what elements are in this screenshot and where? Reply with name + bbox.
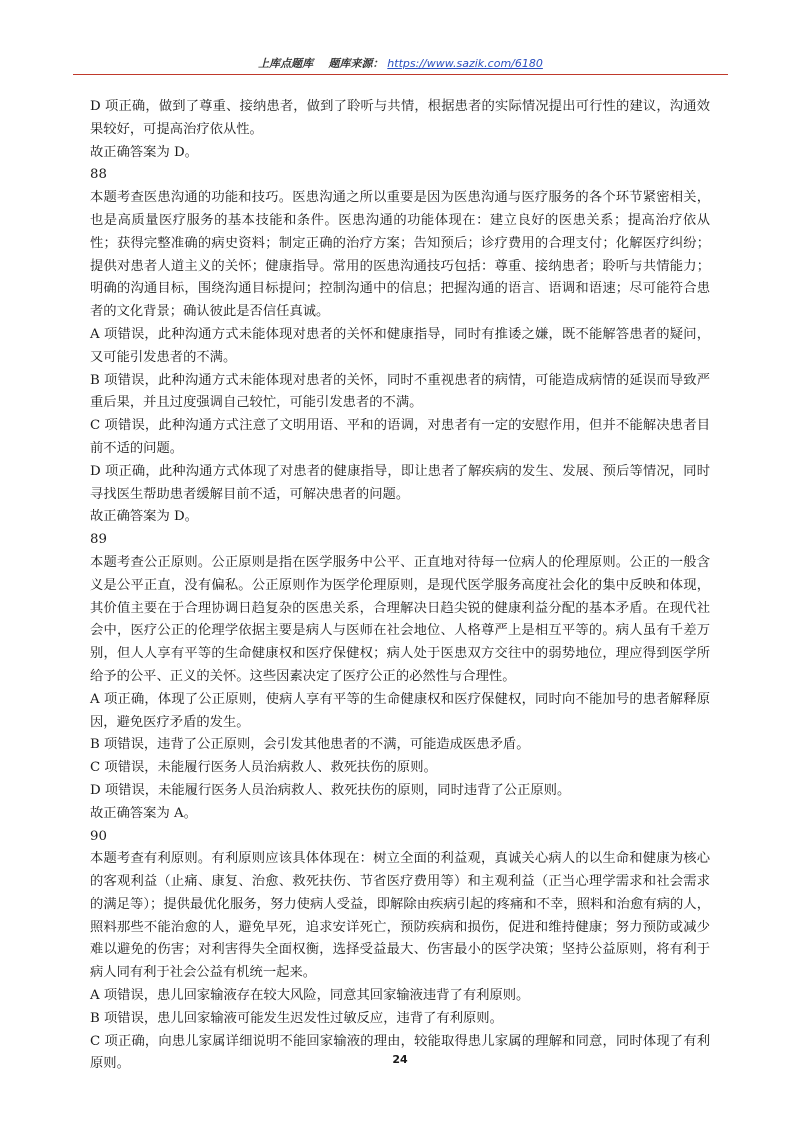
paragraph: C 项正确，向患儿家属详细说明不能回家输液的理由，较能取得患儿家属的理解和同意，同时体现了有利原则。 [90, 1033, 710, 1072]
paragraph: 故正确答案为 D。 [90, 509, 198, 525]
paragraph: 本题考查医患沟通的功能和技巧。医患沟通之所以重要是因为医患沟通与医疗服务的各个环节紧密相关，也是高质量医疗服务的基本技能和条件。医患沟通的功能体现在：建立良好的医患关系；提高治疗依从性；获得完整准确的病史资料；制定正确的治疗方案；告知预后；诊疗费用的合理支付；化解医疗纠纷；提供对患者人道主义的关怀；健康指导。常用的医患沟通技巧包括：尊重、接纳患者；聆听与共情能力；明确的沟通目标，围绕沟通目标提问；控制沟通中的信息；把握沟通的语言、语调和语速；尽可能符合患者的文化背景；确认彼此是否信任真诚。 [90, 190, 710, 320]
paragraph: D 项正确，做到了尊重、接纳患者，做到了聆听与共情，根据患者的实际情况提出可行性的建议，沟通效果较好，可提高治疗依从性。 [90, 99, 710, 137]
page-number: 24 [392, 1053, 408, 1066]
paragraph: B 项错误，违背了公正原则，会引发其他患者的不满，可能造成医患矛盾。 [90, 737, 530, 753]
paragraph: C 项错误，此种沟通方式注意了文明用语、平和的语调，对患者有一定的安慰作用，但并不能解决患者目前不适的问题。 [90, 418, 710, 456]
paragraph: 故正确答案为 D。 [90, 144, 198, 160]
question-number: 90 [90, 828, 107, 844]
paragraph: D 项错误，未能履行医务人员治病救人、救死扶伤的原则，同时违背了公正原则。 [90, 782, 571, 798]
paragraph: C 项错误，未能履行医务人员治病救人、救死扶伤的原则。 [90, 760, 437, 776]
paragraph: A 项正确，体现了公正原则，使病人享有平等的生命健康权和医疗保健权，同时向不能加号的患者解释原因，避免医疗矛盾的发生。 [90, 691, 710, 730]
source-link[interactable]: https://www.sazik.com/6180 [387, 57, 543, 70]
page-header [73, 57, 728, 71]
link-prefix: 题库来源： [328, 57, 384, 70]
header-divider [73, 74, 728, 75]
paragraph: B 项错误，患儿回家输液可能发生迟发性过敏反应，违背了有利原则。 [90, 1010, 503, 1026]
document-body [90, 96, 710, 1076]
paragraph: D 项正确，此种沟通方式体现了对患者的健康指导，即让患者了解疾病的发生、发展、预后等情况，同时寻找医生帮助患者缓解目前不适，可解决患者的问题。 [90, 463, 710, 502]
paragraph: A 项错误，此种沟通方式未能体现对患者的关怀和健康指导，同时有推诿之嫌，既不能解答患者的疑问，又可能引发患者的不满。 [90, 326, 710, 365]
paragraph: A 项错误，患儿回家输液存在较大风险，同意其回家输液违背了有利原则。 [90, 988, 530, 1004]
question-number: 89 [90, 532, 107, 548]
paragraph: 故正确答案为 A。 [90, 805, 197, 821]
site-label: 上库点题库 [258, 57, 314, 70]
paragraph: 本题考查公正原则。公正原则是指在医学服务中公平、正直地对待每一位病人的伦理原则。公正的一般含义是公平正直，没有偏私。公正原则作为医学伦理原则，是现代医学服务高度社会化的集中反映和体现，其价值主要在于合理协调日趋复杂的医患关系，合理解决日趋尖锐的健康利益分配的基本矛盾。在现代社会中，医疗公正的伦理学依据主要是病人与医师在社会地位、人格尊严上是相互平等的。病人虽有千差万别，但人人享有平等的生命健康权和医疗保健权；病人处于医患双方交往中的弱势地位，理应得到医学所给予的公平、正义的关怀。这些因素决定了医疗公正的必然性与合理性。 [90, 554, 710, 684]
question-number: 88 [90, 167, 107, 183]
paragraph: 本题考查有利原则。有利原则应该具体体现在：树立全面的利益观，真诚关心病人的以生命和健康为核心的客观利益（止痛、康复、治愈、救死扶伤、节省医疗费用等）和主观利益（正当心理学需求和社会需求的满足等）；提供最优化服务，努力使病人受益，即解除由疾病引起的疼痛和不幸，照料和治愈有病的人，照料那些不能治愈的人，避免早死，追求安详死亡，预防疾病和损伤，促进和维持健康；努力预防或减少难以避免的伤害；对利害得失全面权衡，选择受益最大、伤害最小的医学决策；坚持公益原则，将有利于病人同有利于社会公益有机统一起来。 [90, 851, 710, 981]
paragraph: B 项错误，此种沟通方式未能体现对患者的关怀，同时不重视患者的病情，可能造成病情的延误而导致严重后果，并且过度强调自己较忙，可能引发患者的不满。 [90, 372, 710, 411]
